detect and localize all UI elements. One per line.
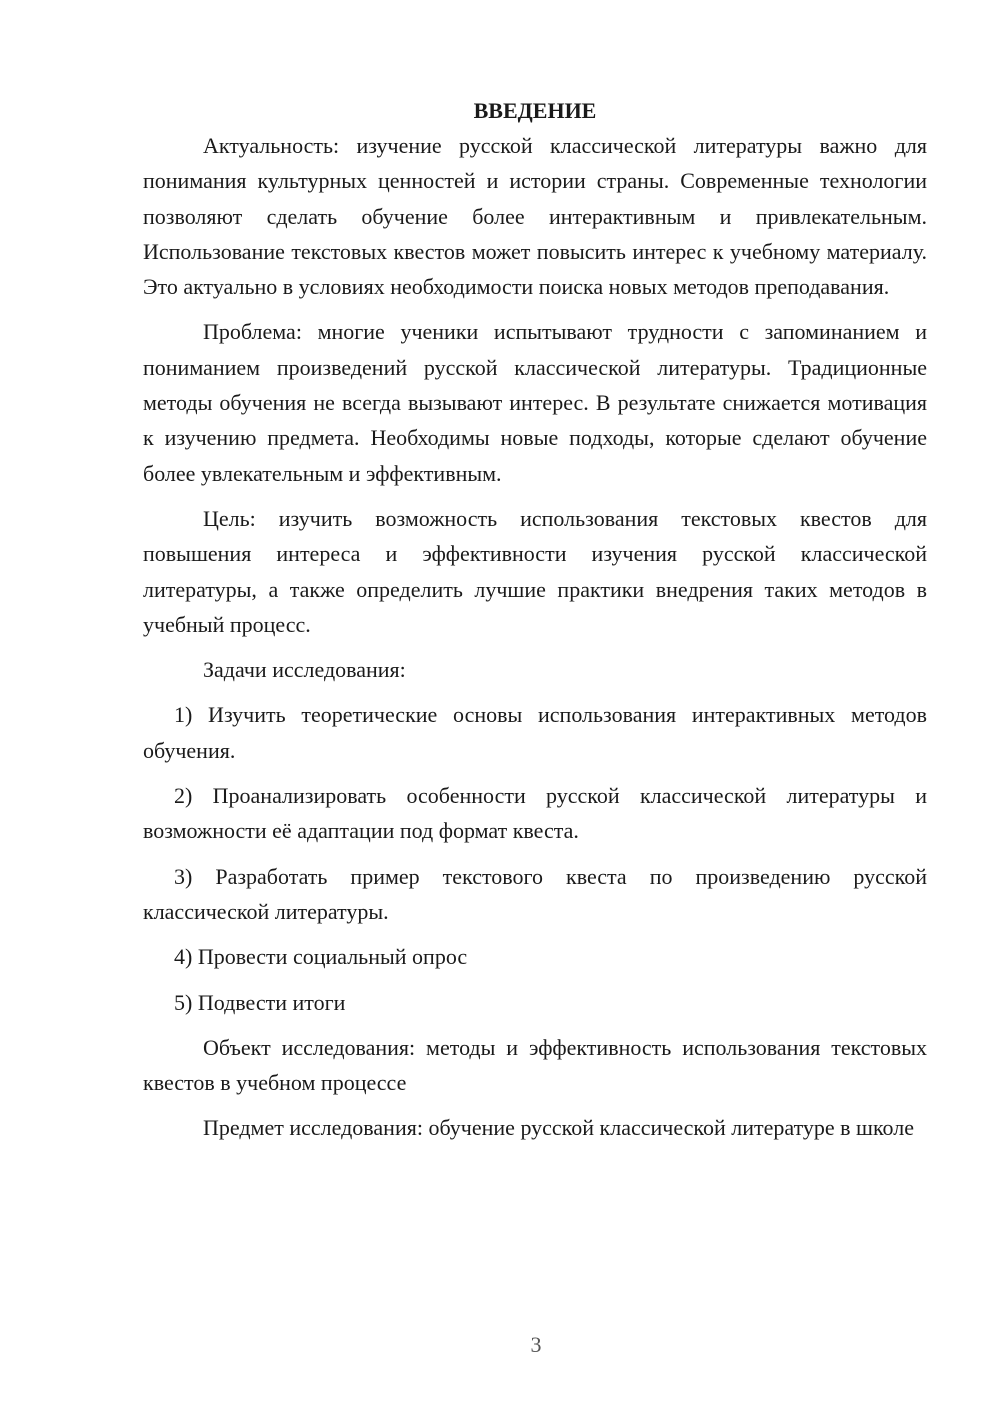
task-item-5: 5) Подвести итоги <box>174 989 346 1015</box>
problem-paragraph: Проблема: многие ученики испытывают трудности с запоминанием и пониманием произведений русской классической литературы. Традиционные методы обучения не всегда вызывают интерес. В результате снижается мотивация к изучению предмета. Необходимы новые подходы, которые сделают обучение более увлекательным и эффективным. <box>143 319 927 486</box>
tasks-list <box>143 697 927 1019</box>
section-title: ВВЕДЕНИЕ <box>473 98 597 123</box>
page-number: 3 <box>530 1332 542 1357</box>
goal-paragraph: Цель: изучить возможность использования текстовых квестов для повышения интереса и эффективности изучения русской классической литературы, а также определить лучшие практики внедрения таких методов в учебный процесс. <box>143 505 927 637</box>
subject-paragraph: Предмет исследования: обучение русской классической литературе в школе <box>203 1115 915 1141</box>
document-page <box>143 93 927 1146</box>
task-item-4: 4) Провести социальный опрос <box>174 944 468 970</box>
task-item-2: 2) Проанализировать особенности русской классической литературы и возможности её адаптации под формат квеста. <box>143 783 927 844</box>
task-item-3: 3) Разработать пример текстового квеста по произведению русской классической литературы. <box>143 863 927 924</box>
object-paragraph: Объект исследования: методы и эффективность использования текстовых квестов в учебном процессе <box>143 1034 927 1096</box>
tasks-heading: Задачи исследования: <box>203 657 406 683</box>
relevance-paragraph: Актуальность: изучение русской классической литературы важно для понимания культурных ценностей и истории страны. Современные технологии позволяют сделать обучение более интерактивным и привлекательным. Использование текстовых квестов может повысить интерес к учебному материалу. Это актуально в условиях необходимости поиска новых методов преподавания. <box>143 133 927 300</box>
task-item-1: 1) Изучить теоретические основы использования интерактивных методов обучения. <box>143 702 927 763</box>
